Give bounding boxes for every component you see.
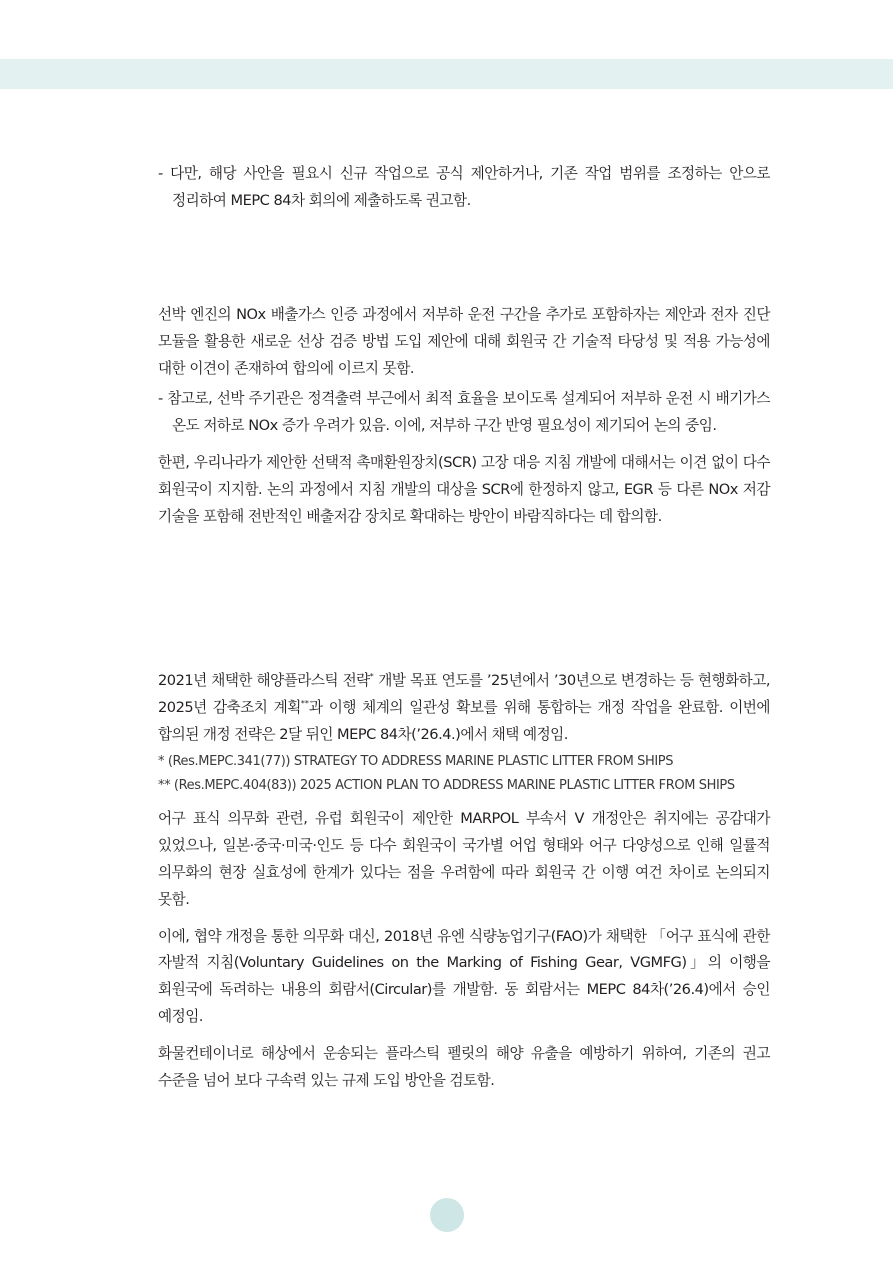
page-number-circle [430,1198,464,1232]
paragraph-fishing-gear: 어구 표식 의무화 관련, 유럽 회원국이 제안한 MARPOL 부속서 V 개정안은 취지에는 공감대가 있었으나, 일본·중국·미국·인도 등 다수 회원국이 국가별 어업 형태와 어구 다양성으로 인해 일률적 의무화의 현장 실효성에 한계가 있다는 점을 우려함에 따라 회원국 간 이행 여건 차이로 논의되지 못함. [158,810,770,908]
section-3 [158,668,770,1094]
footnote-1: * (Res.MEPC.341(77)) STRATEGY TO ADDRESS MARINE PLASTIC LITTER FROM SHIPS [158,754,674,770]
dash-paragraph: - 참고로, 선박 주기관은 정격출력 부근에서 최적 효율을 보이도록 설계되어 저부하 운전 시 배기가스 온도 저하로 NOx 증가 우려가 있음. 이에, 저부하 구간 반영 필요성이 제기되어 논의 중임. [158,390,770,435]
section-2 [158,302,770,530]
header-band [0,59,893,89]
footnote-2: ** (Res.MEPC.404(83)) 2025 ACTION PLAN TO ADDRESS MARINE PLASTIC LITTER FROM SHIPS [158,778,735,794]
footnote-marker: * [369,672,374,681]
paragraph-circular: 이에, 협약 개정을 통한 의무화 대신, 2018년 유엔 식량농업기구(FAO)가 채택한 「어구 표식에 관한 자발적 지침(Voluntary Guidelines on the Marking of Fishing Gear, VGMFG)」의 이행을 회원국에 독려하는 내용의 회람서(Circular)를 개발함. 동 회람서는 MEPC 84차(’26.4)에서 승인 예정임. [158,927,770,1025]
paragraph-pellets: 화물컨테이너로 해상에서 운송되는 플라스틱 펠릿의 해양 유출을 예방하기 위하여, 기존의 권고 수준을 넘어 보다 구속력 있는 규제 도입 방안을 검토함. [158,1044,770,1089]
text-fragment: 과 이행 체계의 일관성 확보를 위해 통합하는 개정 작업을 완료함. 이번에 합의된 개정 전략은 2달 뒤인 MEPC 84차(’26.4.)에서 채택 예정임. [158,698,770,743]
text-fragment: 개발 목표 연도를 ’25년에서 ’30년으로 변경하는 등 현행화하고, 2025년 감축조치 계획 [158,672,770,716]
paragraph-nox-certification: 선박 엔진의 NOx 배출가스 인증 과정에서 저부하 운전 구간을 추가로 포함하자는 제안과 전자 진단 모듈을 활용한 새로운 선상 검증 방법 도입 제안에 대해 회원국 간 기술적 타당성 및 적용 가능성에 대한 이견이 존재하여 합의에 이르지 못함. [158,306,770,377]
text-fragment: 2021년 채택한 해양플라스틱 전략 [158,672,370,689]
paragraph-scr-guideline: 한편, 우리나라가 제안한 선택적 촉매환원장치(SCR) 고장 대응 지침 개발에 대해서는 이견 없이 다수 회원국이 지지함. 논의 과정에서 지침 개발의 대상을 SCR에 한정하지 않고, EGR 등 다른 NOx 저감 기술을 포함해 전반적인 배출저감 장치로 확대하는 방안이 바람직하다는 데 합의함. [158,453,770,525]
dash-paragraph: - 다만, 해당 사안을 필요시 신규 작업으로 공식 제안하거나, 기존 작업 범위를 조정하는 안으로 정리하여 MEPC 84차 회의에 제출하도록 권고함. [158,165,770,209]
footnote-marker: ** [300,698,309,708]
section-1 [158,161,770,215]
paragraph-plastic-strategy [158,668,770,748]
